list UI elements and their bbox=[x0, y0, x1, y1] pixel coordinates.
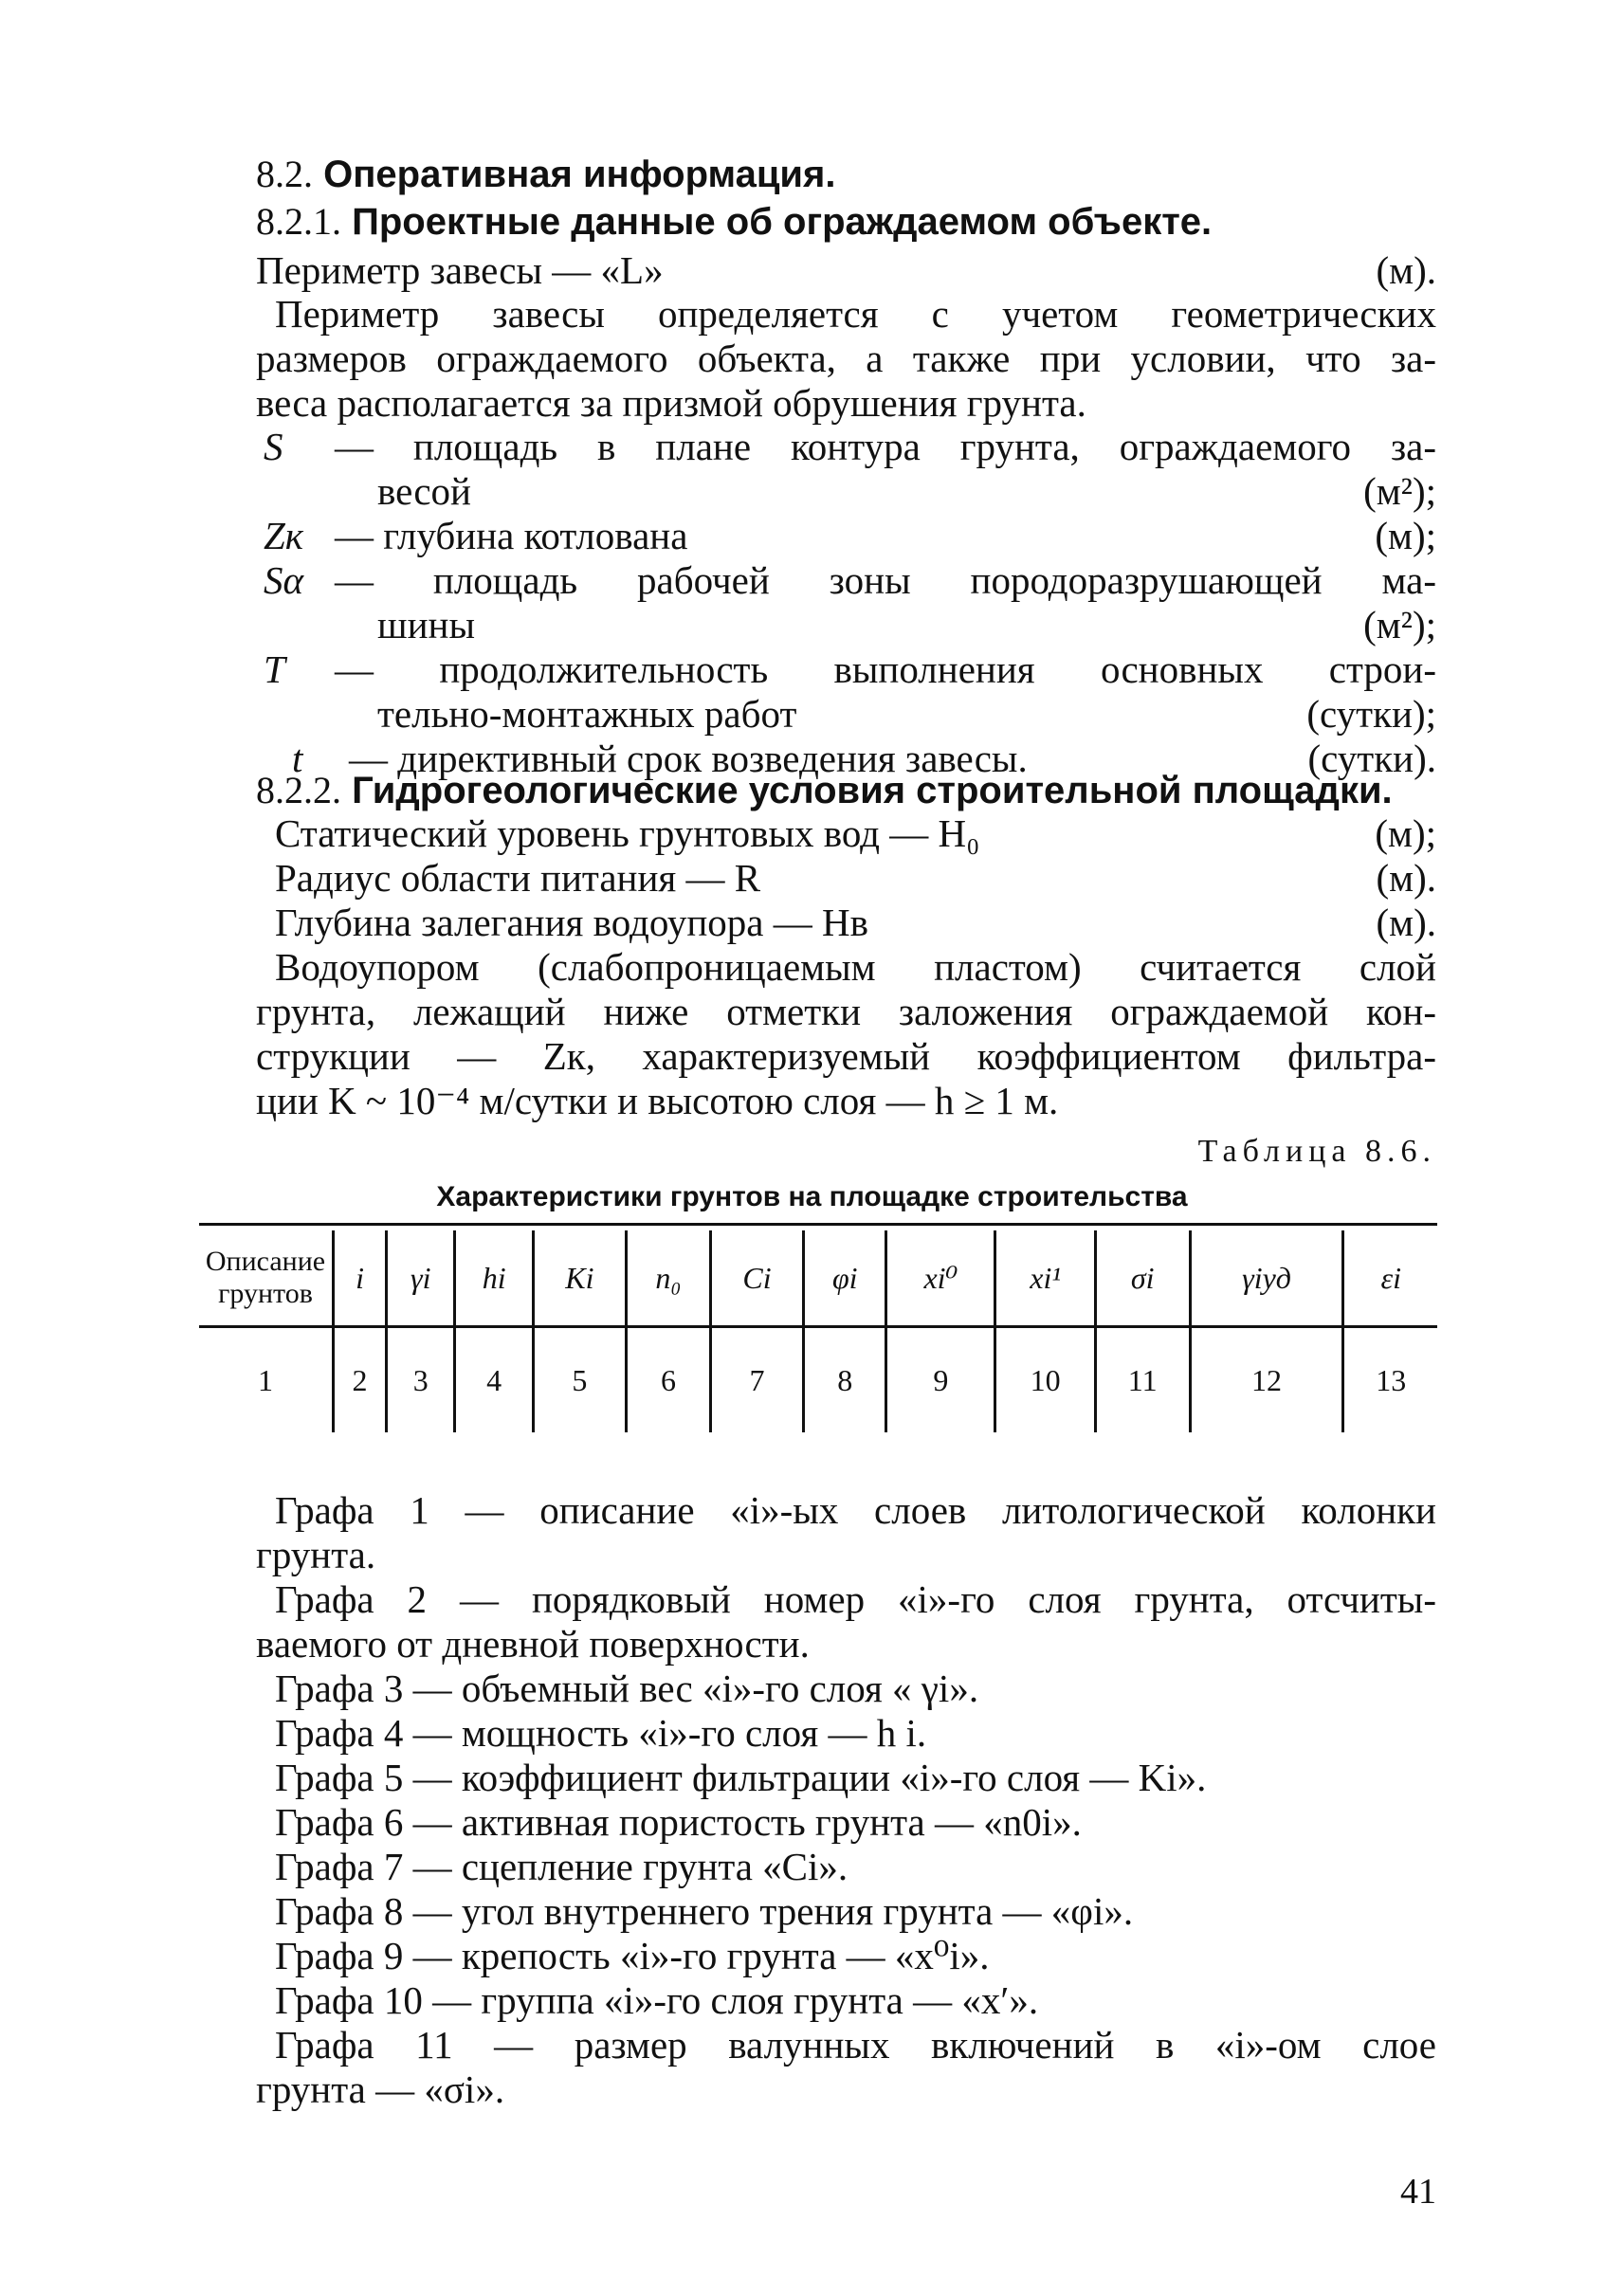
graph-line: Графа 10 — группа «i»-го слоя грунта — «x′». bbox=[275, 1978, 1039, 2022]
graph-line: ваемого от дневной поверхности. bbox=[256, 1622, 810, 1666]
table-header-cell: Ki bbox=[533, 1230, 626, 1327]
definition-text: — площадь рабочей зоны породоразрушающей ма- bbox=[335, 558, 1436, 602]
definition-symbol: t bbox=[292, 737, 303, 780]
definition-symbol: Sα bbox=[264, 558, 304, 602]
definition-text: — глубина котлована bbox=[335, 514, 688, 557]
section-heading-8-2 bbox=[256, 152, 1436, 197]
perimeter-text: Периметр завесы — «L» bbox=[256, 248, 664, 292]
definition-symbol: Zк bbox=[264, 514, 303, 557]
perimeter-unit: (м). bbox=[1376, 248, 1436, 292]
definition-unit: (м²); bbox=[1363, 603, 1436, 647]
table-header-cell: i bbox=[334, 1230, 387, 1327]
table-cell: 5 bbox=[533, 1327, 626, 1433]
table-header-row bbox=[199, 1230, 1437, 1327]
definition-text: — директивный срок возведения завесы. bbox=[349, 737, 1028, 780]
table-number-row bbox=[199, 1327, 1437, 1433]
heading-text: Гидрогеологические условия строительной площадки. bbox=[352, 770, 1393, 811]
graph-line: Графа 9 — крепость «i»-го грунта — «x⁰i». bbox=[275, 1934, 990, 1977]
soil-characteristics-table bbox=[199, 1230, 1437, 1432]
graph-line: Графа 8 — угол внутреннего трения грунта — «φi». bbox=[275, 1889, 1134, 1933]
hydro-line bbox=[256, 901, 1436, 945]
table-caption: Таблица 8.6. bbox=[1197, 1134, 1436, 1169]
definition-symbol: S bbox=[264, 425, 283, 468]
definition-unit: (м²); bbox=[1363, 469, 1436, 513]
table-cell: 7 bbox=[710, 1327, 803, 1433]
table-cell: 10 bbox=[995, 1327, 1095, 1433]
table-header-cell: Описание грунтов bbox=[199, 1230, 334, 1327]
hydro-unit: (м). bbox=[1376, 856, 1436, 900]
table-header-cell: γiуд bbox=[1190, 1230, 1343, 1327]
hydro-text: Радиус области питания — R bbox=[275, 856, 761, 900]
heading-text: Оперативная информация. bbox=[323, 154, 836, 195]
definition-unit: (сутки); bbox=[1306, 692, 1436, 736]
table-cell: 2 bbox=[334, 1327, 387, 1433]
paragraph-line: Периметр завесы определяется с учетом геометрических bbox=[275, 292, 1436, 336]
heading-text: Проектные данные об ограждаемом объекте. bbox=[352, 201, 1213, 243]
paragraph-line: Водоупором (слабопроницаемым пластом) считается слой bbox=[275, 945, 1436, 989]
definition-symbol: T bbox=[264, 647, 285, 691]
graph-line: Графа 11 — размер валунных включений в «i»-ом слое bbox=[275, 2023, 1436, 2067]
table-cell: 11 bbox=[1095, 1327, 1190, 1433]
definition-text: весой bbox=[377, 469, 471, 513]
hydro-unit: (м). bbox=[1376, 901, 1436, 944]
graph-line: Графа 1 — описание «i»-ых слоев литологической колонки bbox=[275, 1488, 1436, 1532]
table-cell: 8 bbox=[804, 1327, 886, 1433]
hydro-line bbox=[256, 856, 1436, 901]
hydro-text: Статический уровень грунтовых вод — H₀ bbox=[275, 811, 980, 855]
table-header-cell: Ci bbox=[710, 1230, 803, 1327]
definition-unit: (сутки). bbox=[1307, 737, 1436, 780]
table-header-cell: n₀ bbox=[626, 1230, 710, 1327]
heading-number: 8.2. bbox=[256, 153, 313, 195]
table-cell: 4 bbox=[455, 1327, 533, 1433]
paragraph-line: струкции — Zк, характеризуемый коэффициентом фильтра- bbox=[256, 1034, 1436, 1078]
table-title: Характеристики грунтов на площадке строительства bbox=[436, 1181, 1188, 1212]
table-header-cell: εi bbox=[1343, 1230, 1437, 1327]
definition-unit: (м); bbox=[1375, 514, 1436, 557]
table-cell: 9 bbox=[886, 1327, 995, 1433]
table-header-cell: γi bbox=[387, 1230, 455, 1327]
graph-line: Графа 5 — коэффициент фильтрации «i»-го слоя — Ki». bbox=[275, 1756, 1207, 1799]
paragraph-line: размеров ограждаемого объекта, а также при условии, что за- bbox=[256, 337, 1436, 380]
table-top-rule bbox=[199, 1223, 1437, 1226]
table-header-cell: xi¹ bbox=[995, 1230, 1095, 1327]
definition-text: — площадь в плане контура грунта, ограждаемого за- bbox=[335, 425, 1436, 468]
hydro-unit: (м); bbox=[1375, 811, 1436, 855]
paragraph-line: грунта, лежащий ниже отметки заложения ограждаемой кон- bbox=[256, 990, 1436, 1033]
graph-line: Графа 2 — порядковый номер «i»-го слоя грунта, отсчиты- bbox=[275, 1577, 1436, 1621]
heading-number: 8.2.1. bbox=[256, 200, 341, 243]
definition-text: — продолжительность выполнения основных строи- bbox=[335, 647, 1436, 691]
table-cell: 12 bbox=[1190, 1327, 1343, 1433]
graph-line: грунта — «σi». bbox=[256, 2067, 505, 2111]
perimeter-line bbox=[256, 248, 1436, 293]
graph-line: Графа 7 — сцепление грунта «Ci». bbox=[275, 1845, 848, 1888]
page-number: 41 bbox=[1400, 2172, 1436, 2212]
table-cell: 3 bbox=[387, 1327, 455, 1433]
definition-text: тельно-монтажных работ bbox=[377, 692, 797, 736]
hydro-line bbox=[256, 811, 1436, 856]
table-header-cell: φi bbox=[804, 1230, 886, 1327]
heading-number: 8.2.2. bbox=[256, 769, 341, 811]
graph-line: Графа 3 — объемный вес «i»-го слоя « γi». bbox=[275, 1667, 979, 1710]
table-header-cell: xi⁰ bbox=[886, 1230, 995, 1327]
graph-line: Графа 4 — мощность «i»-го слоя — h i. bbox=[275, 1711, 927, 1755]
hydro-text: Глубина залегания водоупора — Hв bbox=[275, 901, 868, 944]
paragraph-line: ции K ~ 10⁻⁴ м/сутки и высотою слоя — h ≥ 1 м. bbox=[256, 1079, 1059, 1122]
paragraph-line: веса располагается за призмой обрушения грунта. bbox=[256, 381, 1086, 425]
table-header-cell: σi bbox=[1095, 1230, 1190, 1327]
table-cell: 13 bbox=[1343, 1327, 1437, 1433]
table-header-cell: hi bbox=[455, 1230, 533, 1327]
table-cell: 1 bbox=[258, 1362, 273, 1397]
graph-line: Графа 6 — активная пористость грунта — «n0i». bbox=[275, 1800, 1082, 1844]
table-cell: 6 bbox=[626, 1327, 710, 1433]
section-heading-8-2-1 bbox=[256, 199, 1436, 245]
graph-line: грунта. bbox=[256, 1533, 376, 1576]
definition-text: шины bbox=[377, 603, 476, 647]
section-heading-8-2-2 bbox=[256, 768, 1436, 813]
